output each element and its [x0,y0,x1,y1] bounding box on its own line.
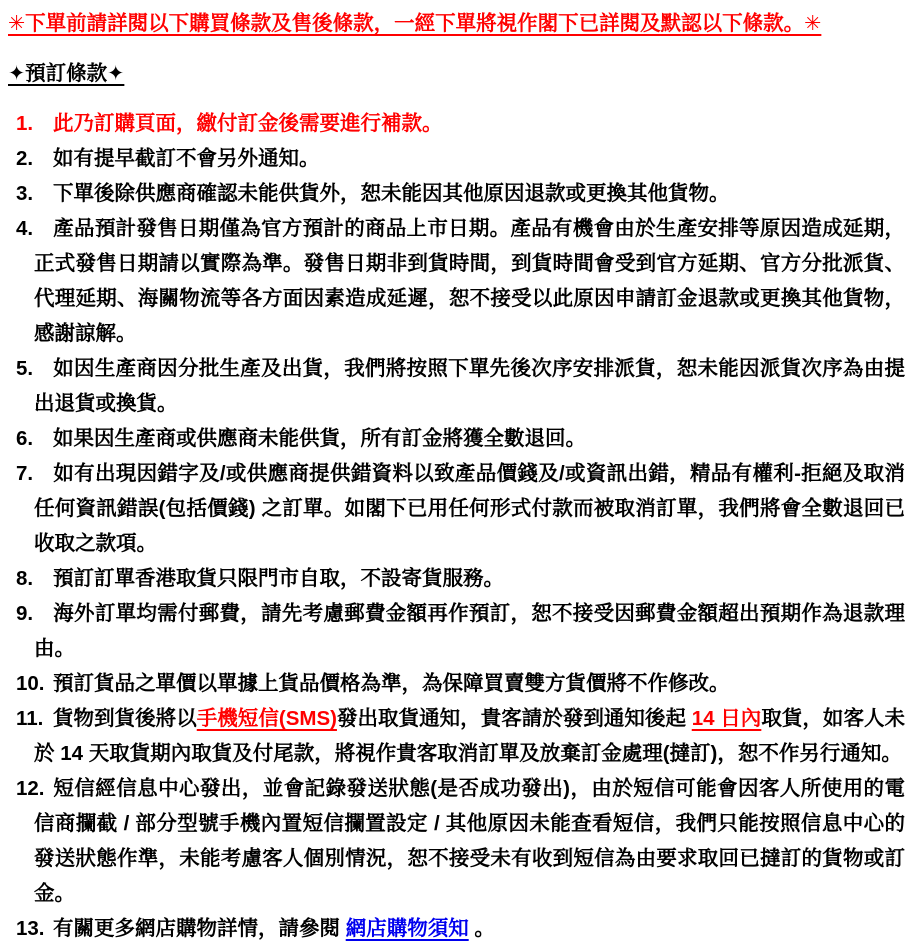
term-number: 7. [16,462,34,485]
term-number: 4. [16,217,34,240]
term-body [34,777,905,905]
term-body [34,357,905,415]
term-text: 如因生產商因分批生產及出貨，我們將按照下單先後次序安排派貨，恕未能因派貨次序為由提出退貨或換貨。 [34,357,905,415]
term-body [53,567,504,590]
term-number: 8. [16,567,34,590]
term-number: 6. [16,427,34,450]
term-text: 取貨，如客人未於 14 天取貨期內取貨及付尾款，將視作貴客取消訂單及放棄訂金處理(撻訂)，恕不作另行通知。 [34,707,906,765]
term-body [53,112,443,135]
term-item [8,141,905,176]
term-item [8,176,905,211]
purchase-terms-notice: ✳下單前請詳閱以下購買條款及售後條款，一經下單將視作閣下已詳閱及默認以下條款。✳ [8,12,822,35]
term-number: 1. [16,112,34,135]
term-number: 13. [16,917,45,940]
term-item [8,106,905,141]
term-body [53,917,495,940]
term-text: 此乃訂購頁面，繳付訂金後需要進行補款。 [53,112,443,135]
term-item [8,911,905,946]
term-text: 如有出現因錯字及/或供應商提供錯資料以致產品價錢及/或資訊出錯，精品有權利-拒絕及取消任何資訊錯誤(包括價錢) 之訂單。如閣下已用任何形式付款而被取消訂單，我們將會全數退回已收取之款項。 [34,462,905,555]
term-item [8,421,905,456]
term-item [8,211,905,351]
term-text: 有關更多網店購物詳情，請參閱 [53,917,346,940]
term-body [53,182,730,205]
term-text: 下單後除供應商確認未能供貨外，恕未能因其他原因退款或更換其他貨物。 [53,182,730,205]
term-number: 5. [16,357,34,380]
term-text: 產品預計發售日期僅為官方預計的商品上市日期。產品有機會由於生產安排等原因造成延期，正式發售日期請以實際為準。發售日期非到貨時間，到貨時間會受到官方延期、官方分批派貨、代理延期、海關物流等各方面因素造成延遲，恕不接受以此原因申請訂金退款或更換其他貨物，感謝諒解。 [34,217,905,345]
term-number: 10. [16,672,45,695]
term-text: 發出取貨通知，貴客請於發到通知後起 [336,707,692,730]
term-number: 9. [16,602,34,625]
term-number: 11. [16,707,44,730]
terms-list [8,106,905,946]
term-item [8,701,905,771]
term-item [8,596,905,666]
term-text: 。 [468,917,495,940]
term-text: 如有提早截訂不會另外通知。 [53,147,320,170]
term-number: 3. [16,182,34,205]
term-body [53,147,320,170]
term-body [53,427,586,450]
term-body [34,602,905,660]
term-item [8,456,905,561]
term-body [53,672,730,695]
term-body [34,217,905,345]
term-text: 貨物到貨後將以 [53,707,197,730]
term-text: 預訂訂單香港取貨只限門市自取，不設寄貨服務。 [53,567,504,590]
term-item [8,666,905,701]
red-underline-emphasis: 14 日內 [691,707,762,730]
term-item [8,771,905,911]
online-store-shopping-guide-link[interactable]: 網店購物須知 [345,917,469,940]
preorder-terms-title: ✦預訂條款✦ [8,62,125,85]
term-text: 如果因生產商或供應商未能供貨，所有訂金將獲全數退回。 [53,427,586,450]
section-title-row [8,56,905,91]
term-text: 短信經信息中心發出，並會記錄發送狀態(是否成功發出)，由於短信可能會因客人所使用的電信商攔截 / 部分型號手機內置短信攔置設定 / 其他原因未能查看短信，我們只能按照信息中心的發送狀態作準，未能考慮客人個別情況，恕不接受未有收到短信為由要求取回已撻訂的貨物或訂金。 [34,777,905,905]
term-text: 預訂貨品之單價以單據上貨品價格為準，為保障買賣雙方貨價將不作修改。 [53,672,730,695]
term-body [34,462,905,555]
term-number: 12. [16,777,45,800]
term-body [34,707,905,765]
term-text: 海外訂單均需付郵費，請先考慮郵費金額再作預訂，恕不接受因郵費金額超出預期作為退款理由。 [34,602,905,660]
term-item [8,351,905,421]
term-number: 2. [16,147,34,170]
red-underline-emphasis: 手機短信(SMS) [196,707,337,730]
term-item [8,561,905,596]
